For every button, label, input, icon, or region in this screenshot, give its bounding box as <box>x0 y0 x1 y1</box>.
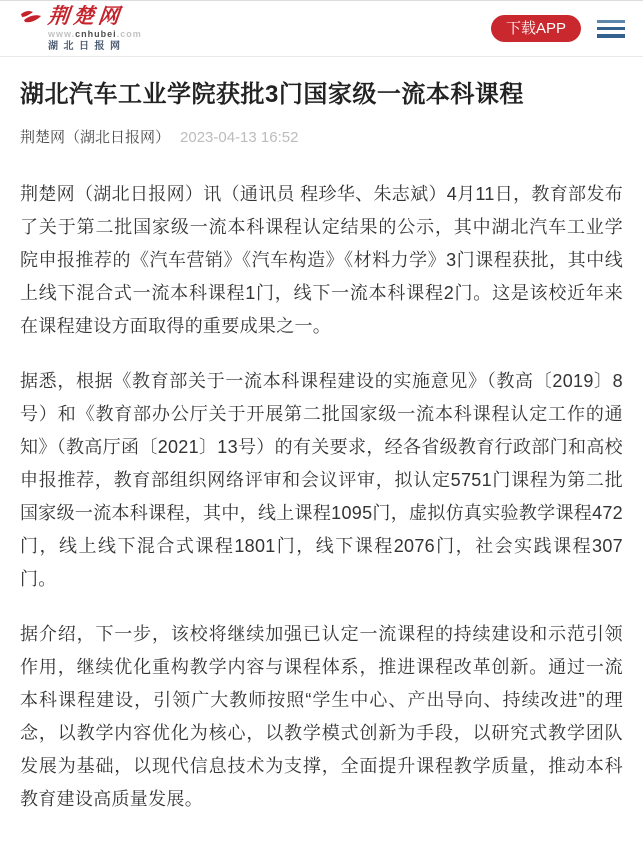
article-title: 湖北汽车工业学院获批3门国家级一流本科课程 <box>20 81 524 108</box>
byline <box>20 126 623 147</box>
logo-url: www.cnhubei.com <box>48 28 142 39</box>
article-paragraph: 据悉，根据《教育部关于一流本科课程建设的实施意见》（教高〔2019〕8号）和《教育部办公厅关于开展第二批国家级一流本科课程认定工作的通知》（教高厅函〔2021〕13号）的有关要求，经各省级教育行政部门和高校申报推荐，教育部组织网络评审和会议评审，拟认定5751门课程为第二批国家级一流本科课程，其中，线上课程1095门，虚拟仿真实验教学课程472门，线上线下混合式课程1801门，线下课程2076门，社会实践课程307门。 <box>20 370 623 589</box>
article-paragraph: 荆楚网（湖北日报网）讯（通讯员 程珍华、朱志斌）4月11日，教育部发布了关于第二批国家级一流本科课程认定结果的公示，其中湖北汽车工业学院申报推荐的《汽车营销》《汽车构造》《材料力学》3门课程获批，其中线上线下混合式一流本科课程1门，线下一流本科课程2门。这是该校近年来在课程建设方面取得的重要成果之一。 <box>20 183 623 336</box>
article-body <box>20 178 623 816</box>
logo-swoosh-icon <box>20 8 44 33</box>
article <box>0 78 643 868</box>
logo-subtitle: 湖北日报网 <box>48 40 126 52</box>
article-source: 荆楚网（湖北日报网） <box>20 128 171 146</box>
article-datetime: 2023-04-13 16:52 <box>180 128 299 146</box>
site-logo[interactable] <box>20 3 142 52</box>
article-paragraph: 据介绍，下一步，该校将继续加强已认定一流课程的持续建设和示范引领作用，继续优化重构教学内容与课程体系，推进课程改革创新。通过一流本科课程建设，引领广大教师按照“学生中心、产出导向、持续改进”的理念，以教学内容优化为核心，以教学模式创新为手段，以研究式教学团队发展为基础，以现代信息技术为支撑，全面提升课程教学质量，推动本科教育建设高质量发展。 <box>20 623 623 809</box>
download-app-button[interactable]: 下载APP <box>491 15 581 42</box>
site-header <box>0 1 643 57</box>
hamburger-menu-icon[interactable] <box>597 18 625 40</box>
logo-brand-text: 荆楚网 <box>46 3 125 28</box>
